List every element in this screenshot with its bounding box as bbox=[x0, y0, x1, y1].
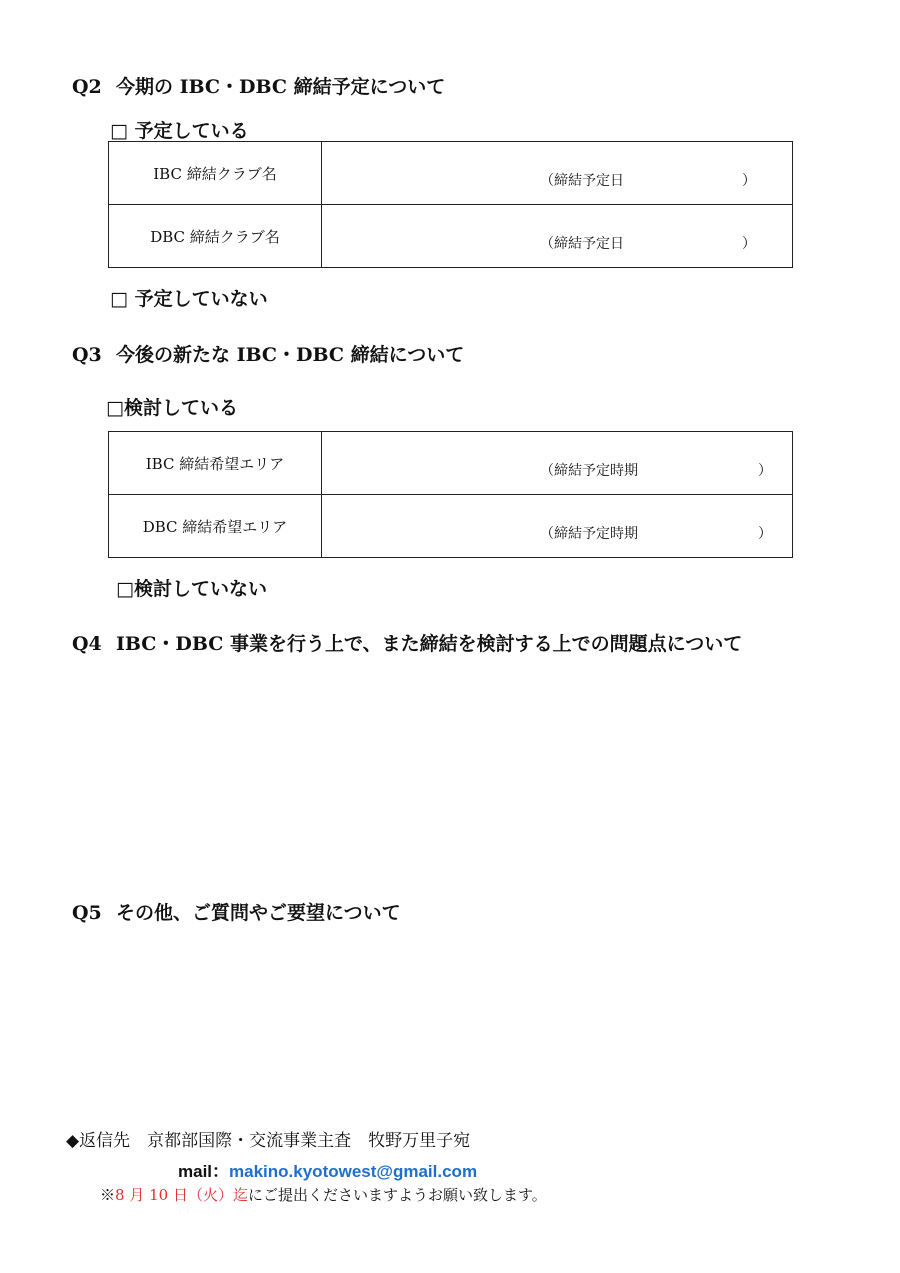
deadline-note bbox=[100, 1184, 547, 1205]
question-number: Q5 bbox=[72, 902, 102, 924]
question-number: Q2 bbox=[72, 76, 102, 98]
question-text: 今後の新たな IBC・DBC 締結について bbox=[116, 344, 465, 366]
q3-ibc-period-label: （締結予定時期 bbox=[540, 463, 638, 479]
table-row bbox=[109, 142, 793, 205]
q2-form-table bbox=[108, 141, 793, 268]
q3-ibc-area-label: IBC 締結希望エリア bbox=[109, 432, 322, 495]
question-text: その他、ご質問やご要望について bbox=[116, 902, 401, 924]
question-text: 今期の IBC・DBC 締結予定について bbox=[116, 76, 446, 98]
reply-to-line: ◆返信先 京都部国際・交流事業主査 牧野万里子宛 bbox=[66, 1131, 471, 1151]
question-q5 bbox=[72, 898, 401, 925]
question-number: Q3 bbox=[72, 344, 102, 366]
q3-dbc-area-label: DBC 締結希望エリア bbox=[109, 495, 322, 558]
q2-ibc-club-label: IBC 締結クラブ名 bbox=[109, 142, 322, 205]
q3-form-table bbox=[108, 431, 793, 558]
q2-dbc-club-label: DBC 締結クラブ名 bbox=[109, 205, 322, 268]
mail-label: mail： bbox=[178, 1162, 230, 1181]
table-row bbox=[109, 205, 793, 268]
paren-close: ） bbox=[742, 173, 756, 189]
question-number: Q4 bbox=[72, 633, 102, 655]
paren-close: ） bbox=[758, 463, 772, 479]
q2-dbc-date-label: （締結予定日 bbox=[540, 236, 624, 252]
q5-answer-area[interactable] bbox=[72, 935, 832, 1115]
q3-ibc-area-field[interactable] bbox=[322, 432, 793, 495]
mail-address-link[interactable]: makino.kyotowest@gmail.com bbox=[229, 1162, 478, 1181]
q2-dbc-club-field[interactable] bbox=[322, 205, 793, 268]
question-q3 bbox=[72, 340, 464, 367]
q2-option-not-planned-checkbox[interactable]: □ 予定していない bbox=[110, 288, 268, 310]
question-q2 bbox=[72, 72, 445, 99]
question-text: IBC・DBC 事業を行う上で、また締結を検討する上での問題点について bbox=[116, 633, 743, 655]
question-q4 bbox=[72, 629, 742, 656]
mail-line bbox=[178, 1157, 477, 1182]
q2-ibc-club-field[interactable] bbox=[322, 142, 793, 205]
q3-option-not-considering-checkbox[interactable]: □検討していない bbox=[116, 578, 267, 600]
deadline-date: 8 月 10 日（火）迄 bbox=[115, 1186, 248, 1204]
q2-ibc-date-label: （締結予定日 bbox=[540, 173, 624, 189]
paren-close: ） bbox=[742, 236, 756, 252]
q3-dbc-period-label: （締結予定時期 bbox=[540, 526, 638, 542]
q3-option-considering-checkbox[interactable]: □検討している bbox=[106, 397, 238, 419]
paren-close: ） bbox=[758, 526, 772, 542]
q3-dbc-area-field[interactable] bbox=[322, 495, 793, 558]
note-text: にご提出くださいますようお願い致します。 bbox=[247, 1186, 547, 1204]
note-mark: ※ bbox=[100, 1186, 116, 1204]
q4-answer-area[interactable] bbox=[72, 665, 832, 875]
q2-option-planned-checkbox[interactable]: □ 予定している bbox=[110, 120, 249, 142]
table-row bbox=[109, 495, 793, 558]
table-row bbox=[109, 432, 793, 495]
